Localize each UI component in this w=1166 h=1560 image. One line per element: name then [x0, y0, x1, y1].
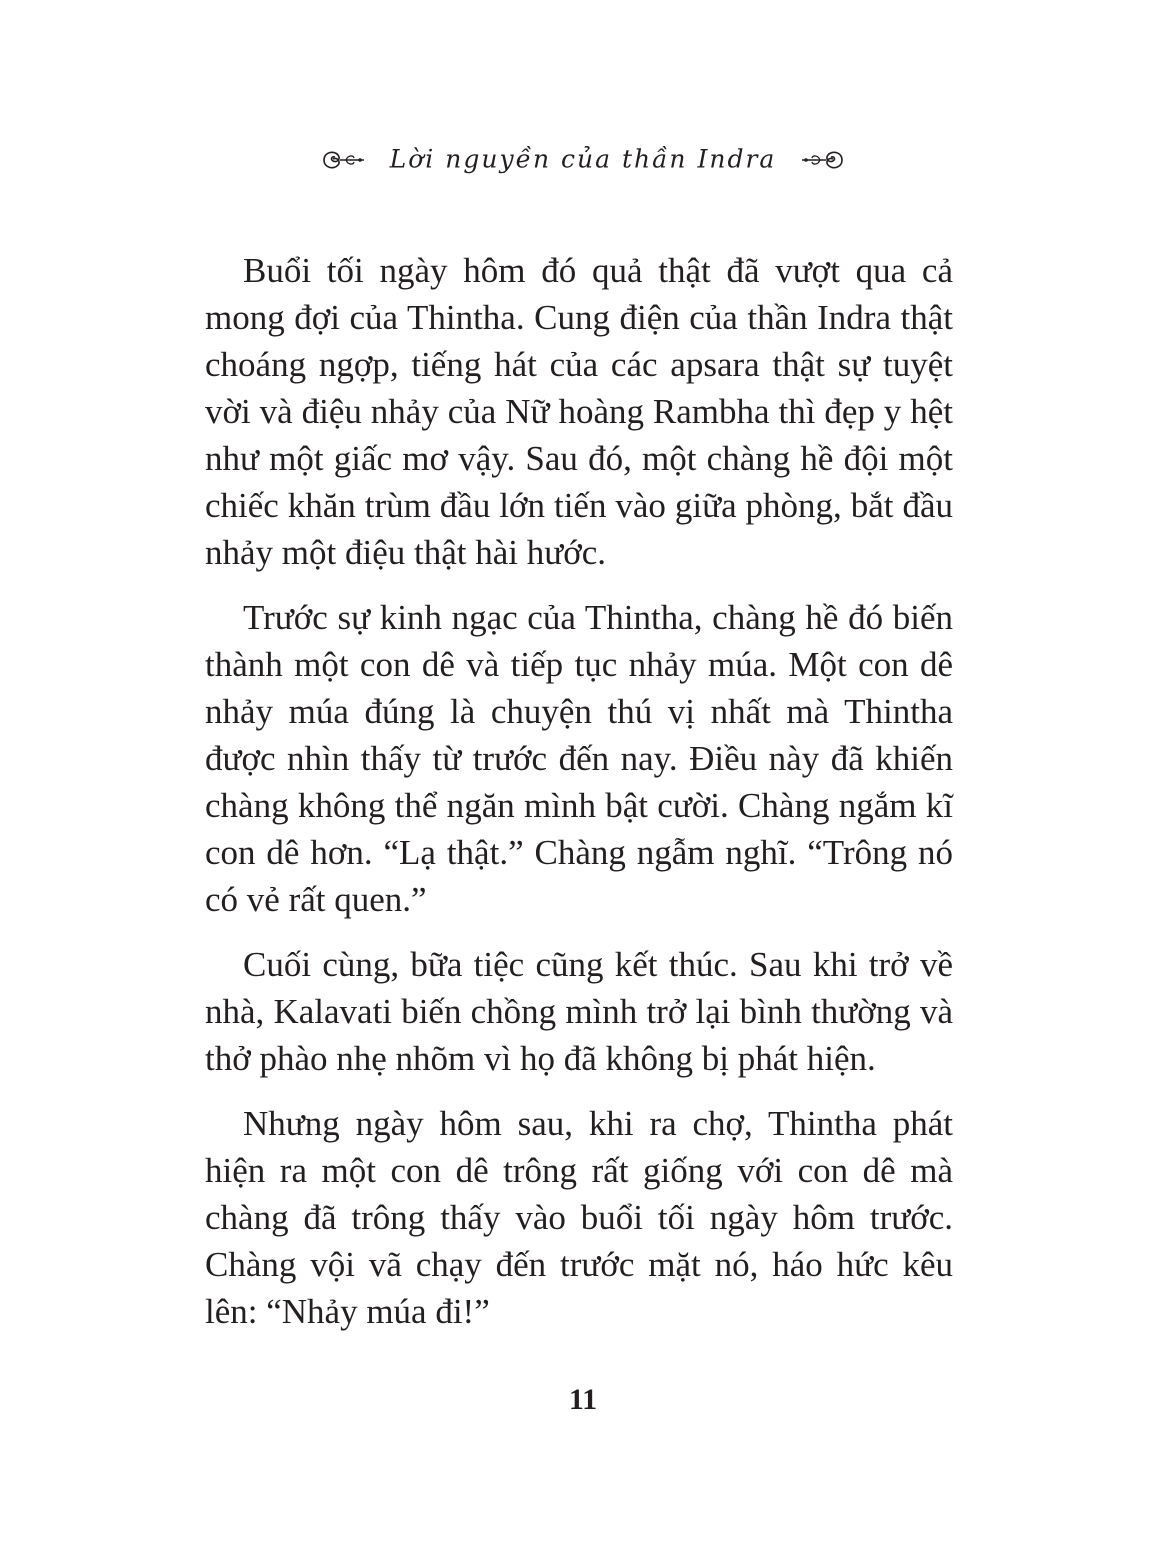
- left-flourish-icon: [320, 147, 366, 173]
- right-flourish-icon: [800, 147, 846, 173]
- paragraph: Cuối cùng, bữa tiệc cũng kết thúc. Sau khi trở về nhà, Kalavati biến chồng mình trở lại bình thường và thở phào nhẹ nhõm vì họ đã không bị phát hiện.: [205, 945, 953, 1078]
- page-number: 11: [568, 1383, 598, 1416]
- book-title: Lời nguyền của thần Indra: [389, 144, 777, 174]
- paragraph: Trước sự kinh ngạc của Thintha, chàng hề đó biến thành một con dê và tiếp tục nhảy múa. Một con dê nhảy múa đúng là chuyện thú vị nhất mà Thintha được nhìn thấy từ trước đến nay. Điều này đã khiến chàng không thể ngăn mình bật cười. Chàng ngắm kĩ con dê hơn. “Lạ thật.” Chàng ngẫm nghĩ. “Trông nó có vẻ rất quen.”: [205, 598, 953, 919]
- running-header: [0, 136, 1166, 182]
- paragraph: Nhưng ngày hôm sau, khi ra chợ, Thintha phát hiện ra một con dê trông rất giống với con dê mà chàng đã trông thấy vào buổi tối ngày hôm trước. Chàng vội vã chạy đến trước mặt nó, háo hức kêu lên: “Nhảy múa đi!”: [205, 1104, 953, 1331]
- paragraph: Buổi tối ngày hôm đó quả thật đã vượt qua cả mong đợi của Thintha. Cung điện của thần Indra thật choáng ngợp, tiếng hát của các apsara thật sự tuyệt vời và điệu nhảy của Nữ hoàng Rambha thì đẹp y hệt như một giấc mơ vậy. Sau đó, một chàng hề đội một chiếc khăn trùm đầu lớn tiến vào giữa phòng, bắt đầu nhảy một điệu thật hài hước.: [205, 251, 953, 572]
- story-body: [205, 247, 953, 1353]
